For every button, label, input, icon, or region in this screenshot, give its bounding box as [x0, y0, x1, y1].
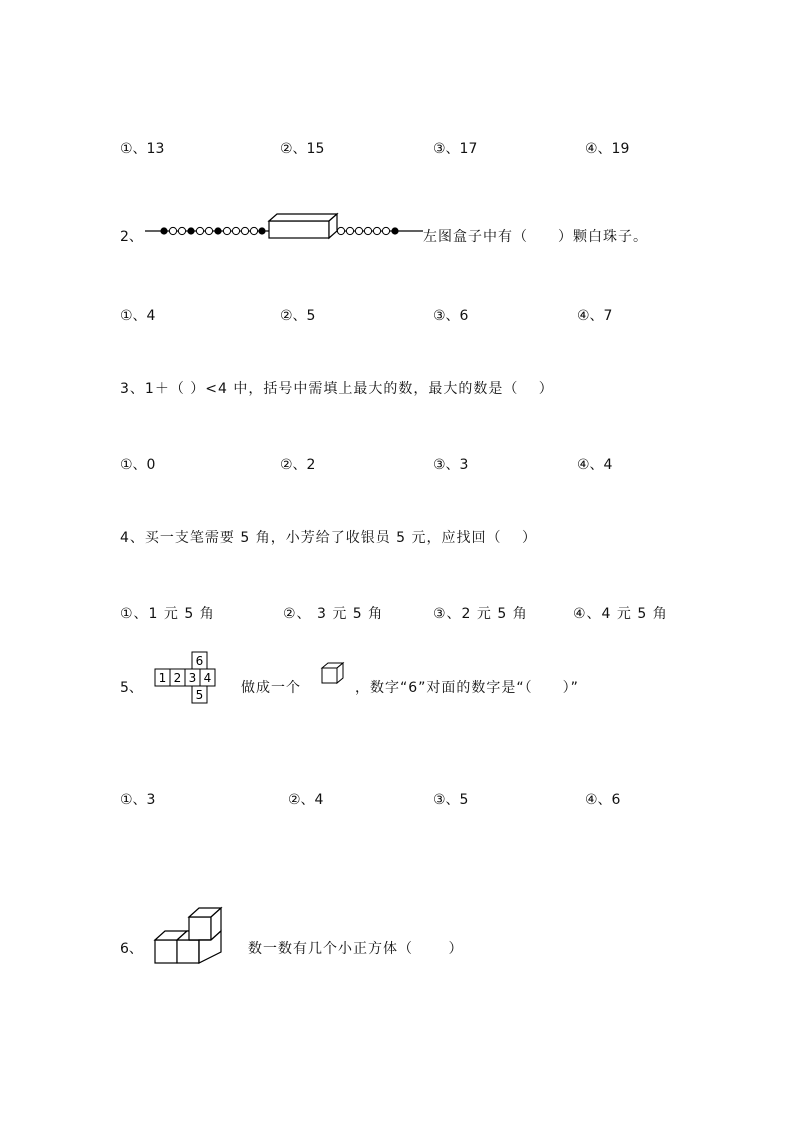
white-bead	[346, 227, 353, 234]
white-bead	[382, 227, 389, 234]
black-bead	[391, 227, 398, 234]
q4-option-3: ③、2 元 5 角	[433, 606, 528, 622]
net-digit: 3	[188, 671, 197, 685]
q4-option-2: ②、 3 元 5 角	[283, 606, 384, 622]
stacked-cubes-figure	[153, 892, 229, 966]
q2-option-3: ③、6	[433, 308, 469, 324]
black-bead	[258, 227, 265, 234]
black-bead	[214, 227, 221, 234]
q1-option-1: ①、13	[120, 141, 165, 157]
q2-option-4: ④、7	[577, 308, 613, 324]
q1-option-3: ③、17	[433, 141, 478, 157]
q3-option-3: ③、3	[433, 457, 469, 473]
cube-net-figure	[154, 651, 232, 707]
white-bead	[223, 227, 230, 234]
q4-text: 4、买一支笔需要 5 角，小芳给了收银员 5 元，应找回（ ）	[120, 530, 537, 546]
white-bead	[196, 227, 203, 234]
q5-number: 5、	[120, 680, 143, 696]
net-digit: 1	[158, 671, 167, 685]
net-digit: 5	[195, 688, 204, 702]
q3-text: 3、1＋（ ）<4 中，括号中需填上最大的数，最大的数是（ ）	[120, 381, 554, 397]
q2-number: 2、	[120, 229, 143, 245]
q1-option-4: ④、19	[585, 141, 630, 157]
q2-option-1: ①、4	[120, 308, 156, 324]
white-bead	[205, 227, 212, 234]
white-bead	[178, 227, 185, 234]
net-digit: 4	[203, 671, 212, 685]
black-bead	[187, 227, 194, 234]
q4-option-4: ④、4 元 5 角	[573, 606, 668, 622]
q5-option-2: ②、4	[288, 792, 324, 808]
q1-option-2: ②、15	[280, 141, 325, 157]
bead-string-figure	[143, 210, 425, 246]
q6-text: 数一数有几个小正方体（ ）	[248, 941, 464, 957]
q3-option-4: ④、4	[577, 457, 613, 473]
q2-option-2: ②、5	[280, 308, 316, 324]
q3-option-2: ②、2	[280, 457, 316, 473]
q3-option-1: ①、0	[120, 457, 156, 473]
white-bead	[232, 227, 239, 234]
q5-option-4: ④、6	[585, 792, 621, 808]
q5-option-1: ①、3	[120, 792, 156, 808]
white-bead	[364, 227, 371, 234]
q4-option-1: ①、1 元 5 角	[120, 606, 215, 622]
q5-option-3: ③、5	[433, 792, 469, 808]
white-bead	[250, 227, 257, 234]
white-bead	[337, 227, 344, 234]
white-bead	[355, 227, 362, 234]
white-bead	[241, 227, 248, 234]
box-shape	[269, 214, 337, 238]
black-bead	[160, 227, 167, 234]
q6-number: 6、	[120, 941, 143, 957]
q2-text: 左图盒子中有（ ）颗白珠子。	[423, 229, 648, 245]
q5-text-a: 做成一个	[241, 680, 301, 696]
net-digit: 2	[173, 671, 182, 685]
cube-icon	[320, 661, 346, 685]
net-digit: 6	[195, 654, 204, 668]
white-bead	[373, 227, 380, 234]
q5-text-b: ，数字“6”对面的数字是“（ ）”	[355, 680, 579, 696]
white-bead	[169, 227, 176, 234]
